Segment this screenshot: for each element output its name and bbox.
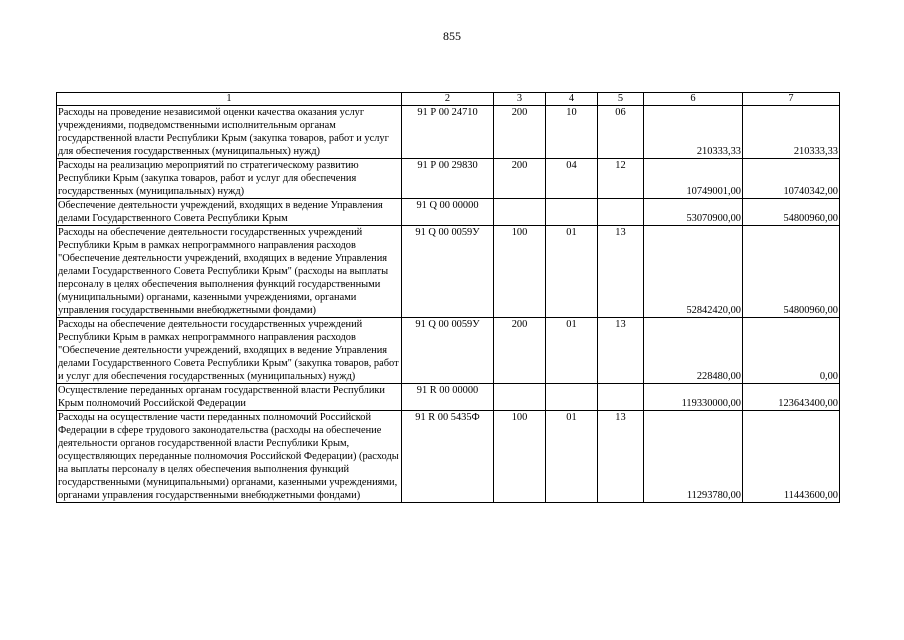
expense-type-code: 200 xyxy=(494,318,546,384)
table-row xyxy=(57,411,840,503)
row-description: Расходы на обеспечение деятельности государственных учреждений Республики Крым в рамках непрограммного направления расходов "Обеспечение деятельности учреждений, входящих в ведение Управления делами Государственного Совета Республики Крым" (расходы на выплаты персоналу в целях обеспечения выполнения функций государственными (муниципальными) органами, казенными учреждениями, органами управления государственными внебюджетными фондами) xyxy=(57,226,402,318)
target-article-code: 91 R 00 00000 xyxy=(402,384,494,411)
table-row xyxy=(57,226,840,318)
target-article-code: 91 Q 00 0059У xyxy=(402,226,494,318)
target-article-code: 91 R 00 5435Ф xyxy=(402,411,494,503)
amount-year-2: 11443600,00 xyxy=(743,411,840,503)
budget-table xyxy=(56,92,840,503)
table-row xyxy=(57,159,840,199)
amount-year-1: 210333,33 xyxy=(644,106,743,159)
row-description: Расходы на обеспечение деятельности государственных учреждений Республики Крым в рамках непрограммного направления расходов "Обеспечение деятельности учреждений, входящих в ведение Управления делами Государственного Совета Республики Крым" (закупка товаров, работ и услуг для обеспечения государственных (муниципальных) нужд) xyxy=(57,318,402,384)
amount-year-2: 0,00 xyxy=(743,318,840,384)
section-code: 01 xyxy=(546,411,598,503)
table-row xyxy=(57,106,840,159)
expense-type-code: 200 xyxy=(494,106,546,159)
table-row xyxy=(57,199,840,226)
amount-year-2: 123643400,00 xyxy=(743,384,840,411)
section-code: 01 xyxy=(546,318,598,384)
row-description: Осуществление переданных органам государственной власти Республики Крым полномочий Российской Федерации xyxy=(57,384,402,411)
expense-type-code xyxy=(494,384,546,411)
target-article-code: 91 Q 00 0059У xyxy=(402,318,494,384)
column-header: 6 xyxy=(644,93,743,106)
row-description: Расходы на реализацию мероприятий по стратегическому развитию Республики Крым (закупка товаров, работ и услуг для обеспечения государственных (муниципальных) нужд) xyxy=(57,159,402,199)
subsection-code xyxy=(598,384,644,411)
subsection-code xyxy=(598,199,644,226)
amount-year-1: 11293780,00 xyxy=(644,411,743,503)
subsection-code: 13 xyxy=(598,411,644,503)
column-header: 7 xyxy=(743,93,840,106)
section-code xyxy=(546,384,598,411)
target-article-code: 91 Q 00 00000 xyxy=(402,199,494,226)
target-article-code: 91 Р 00 24710 xyxy=(402,106,494,159)
column-header: 2 xyxy=(402,93,494,106)
row-description: Расходы на проведение независимой оценки качества оказания услуг учреждениями, подведомственными исполнительным органам государственной власти Республики Крым (закупка товаров, работ и услуг для обеспечения государственных (муниципальных) нужд) xyxy=(57,106,402,159)
table-header-row xyxy=(57,93,840,106)
target-article-code: 91 Р 00 29830 xyxy=(402,159,494,199)
section-code: 01 xyxy=(546,226,598,318)
row-description: Расходы на осуществление части переданных полномочий Российской Федерации в сфере трудового законодательства (расходы на обеспечение деятельности органов государственной власти Республики Крым, осуществляющих переданные полномочия Российской Федерации) (расходы на выплаты персоналу в целях обеспечения выполнения функций государственными (муниципальными) органами, казенными учреждениями, органами управления государственными внебюджетными фондами) xyxy=(57,411,402,503)
row-description: Обеспечение деятельности учреждений, входящих в ведение Управления делами Государственного Совета Республики Крым xyxy=(57,199,402,226)
table-row xyxy=(57,318,840,384)
subsection-code: 12 xyxy=(598,159,644,199)
table-row xyxy=(57,384,840,411)
column-header: 3 xyxy=(494,93,546,106)
subsection-code: 06 xyxy=(598,106,644,159)
subsection-code: 13 xyxy=(598,226,644,318)
amount-year-1: 228480,00 xyxy=(644,318,743,384)
expense-type-code: 100 xyxy=(494,226,546,318)
amount-year-1: 53070900,00 xyxy=(644,199,743,226)
amount-year-1: 10749001,00 xyxy=(644,159,743,199)
column-header: 4 xyxy=(546,93,598,106)
column-header: 1 xyxy=(57,93,402,106)
section-code: 04 xyxy=(546,159,598,199)
expense-type-code xyxy=(494,199,546,226)
amount-year-2: 54800960,00 xyxy=(743,226,840,318)
amount-year-2: 210333,33 xyxy=(743,106,840,159)
expense-type-code: 100 xyxy=(494,411,546,503)
section-code xyxy=(546,199,598,226)
amount-year-1: 52842420,00 xyxy=(644,226,743,318)
column-header: 5 xyxy=(598,93,644,106)
subsection-code: 13 xyxy=(598,318,644,384)
amount-year-2: 10740342,00 xyxy=(743,159,840,199)
page-number: 855 xyxy=(443,29,461,43)
expense-type-code: 200 xyxy=(494,159,546,199)
amount-year-2: 54800960,00 xyxy=(743,199,840,226)
section-code: 10 xyxy=(546,106,598,159)
amount-year-1: 119330000,00 xyxy=(644,384,743,411)
